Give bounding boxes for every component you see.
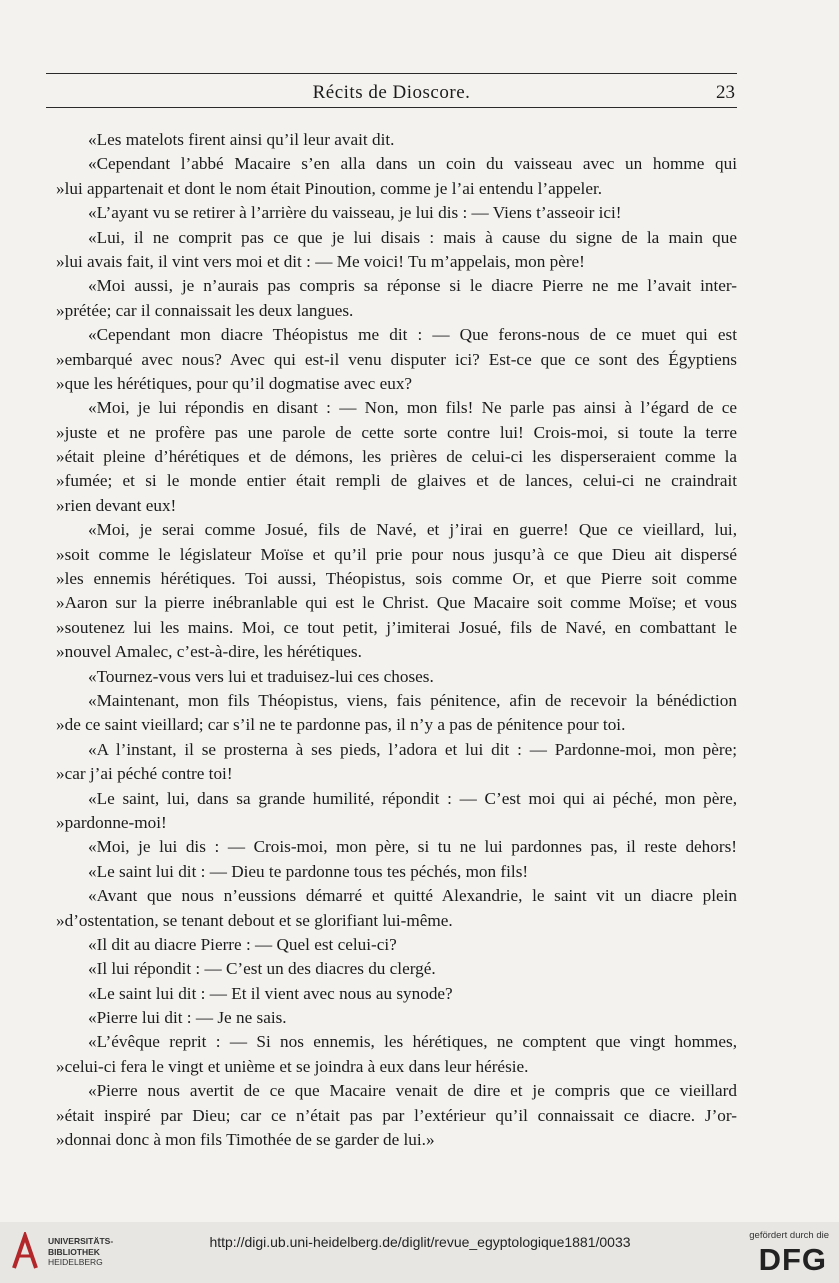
text-line: «Il lui répondit : — C’est un des diacres du clergé. <box>88 959 436 979</box>
page-number: 23 <box>716 82 735 103</box>
text-line: »était inspiré par Dieu; car ce n’était pas par l’extérieur qu’il connaissait ce diacre. J’or- <box>56 1105 737 1125</box>
text-line: »nouvel Amalec, c’est-à-dire, les hérétiques. <box>56 642 362 662</box>
text-line: «Lui, il ne comprit pas ce que je lui disais : mais à cause du signe de la main que <box>88 227 737 247</box>
text-line: »celui-ci fera le vingt et unième et se joindra à eux dans leur hérésie. <box>56 1056 529 1076</box>
text-line: »lui appartenait et dont le nom était Pinoution, comme je l’ai entendu l’appeler. <box>56 178 603 198</box>
text-line: «Maintenant, mon fils Théopistus, viens, fais pénitence, afin de recevoir la bénédiction <box>88 690 737 710</box>
text-line: «Cependant mon diacre Théopistus me dit : — Que ferons-nous de ce muet qui est <box>88 325 737 345</box>
text-line: »donnai donc à mon fils Timothée de se garder de lui.» <box>56 1130 435 1150</box>
text-line: »était pleine d’hérétiques et de démons, les prières de celui-ci les disperseraient comme la <box>56 447 737 467</box>
text-line: «Cependant l’abbé Macaire s’en alla dans un coin du vaisseau avec un homme qui <box>88 154 737 174</box>
text-line: «Moi, je serai comme Josué, fils de Navé, et j’irai en guerre! Que ce vieillard, lui, <box>88 520 737 540</box>
header-rule-top <box>46 73 737 74</box>
dfg-logo[interactable]: DFG <box>758 1242 827 1277</box>
text-line: «L’évêque reprit : — Si nos ennemis, les hérétiques, ne comptent que vingt hommes, <box>88 1032 737 1052</box>
text-line: »juste et ne profère pas une parole de cette sorte contre lui! Crois-moi, si toute la terre <box>56 422 737 442</box>
funding-note: gefördert durch die <box>749 1230 829 1241</box>
running-title: Récits de Dioscore. <box>312 82 471 103</box>
text-line: «Pierre lui dit : — Je ne sais. <box>88 1008 287 1028</box>
text-line: «Le saint lui dit : — Dieu te pardonne tous tes péchés, mon fils! <box>88 861 529 881</box>
text-line: »que les hérétiques, pour qu’il dogmatise avec eux? <box>56 373 413 393</box>
text-line: «Tournez-vous vers lui et traduisez-lui ces choses. <box>88 666 434 686</box>
text-line: «Le saint, lui, dans sa grande humilité, répondit : — C’est moi qui ai péché, mon père, <box>88 788 737 808</box>
text-line: «L’ayant vu se retirer à l’arrière du vaisseau, je lui dis : — Viens t’asseoir ici! <box>88 203 622 223</box>
library-crest-icon <box>10 1232 40 1272</box>
text-line: »de ce saint vieillard; car s’il ne te pardonne pas, il n’y a pas de pénitence pour toi. <box>56 715 626 735</box>
text-line: «Pierre nous avertit de ce que Macaire venait de dire et je compris que ce vieillard <box>88 1081 737 1101</box>
text-line: »pardonne-moi! <box>56 812 167 832</box>
body-text <box>46 128 737 1152</box>
permalink-url[interactable]: http://digi.ub.uni-heidelberg.de/diglit/revue_egyptologique1881/0033 <box>209 1234 631 1250</box>
text-line: «Avant que nous n’eussions démarré et quitté Alexandrie, le saint vit un diacre plein <box>88 886 737 906</box>
library-city: HEIDELBERG <box>48 1257 103 1267</box>
text-line: «A l’instant, il se prosterna à ses pieds, l’adora et lui dit : — Pardonne-moi, mon père; <box>88 739 737 759</box>
text-line: «Moi aussi, je n’aurais pas compris sa réponse si le diacre Pierre ne me l’avait inter- <box>88 276 737 296</box>
text-line: »prétée; car il connaissait les deux langues. <box>56 300 354 320</box>
text-line: »Aaron sur la pierre inébranlable qui est le Christ. Que Macaire soit comme Moïse; et vous <box>56 593 737 613</box>
text-line: »rien devant eux! <box>56 495 177 515</box>
running-head <box>46 80 737 106</box>
header-rule-bottom <box>46 107 737 108</box>
text-line: »soutenez lui les mains. Moi, ce tout petit, j’imiterai Josué, fils de Navé, en combattant le <box>56 617 737 637</box>
text-line: »les ennemis hérétiques. Toi aussi, Théopistus, sois comme Or, et que Pierre soit comme <box>56 569 737 589</box>
library-name-line2: BIBLIOTHEK <box>48 1246 100 1257</box>
text-line: »fumée; et si le monde entier était rempli de glaives et de lances, celui-ci ne craindrait <box>56 471 737 491</box>
text-line: «Les matelots firent ainsi qu’il leur avait dit. <box>88 130 395 149</box>
library-logo[interactable] <box>10 1232 170 1272</box>
text-line: »d’ostentation, se tenant debout et se glorifiant lui-même. <box>56 910 453 930</box>
text-line: »car j’ai péché contre toi! <box>56 764 233 784</box>
text-line: »soit comme le législateur Moïse et qu’il prie pour nous jusqu’à ce que Dieu ait dispersé <box>56 544 737 564</box>
text-line: «Il dit au diacre Pierre : — Quel est celui-ci? <box>88 934 397 954</box>
text-line: »embarqué avec nous? Avec qui est-il venu disputer ici? Est-ce que ce sont des Égyptiens <box>56 349 737 369</box>
text-line: »lui avais fait, il vint vers moi et dit : — Me voici! Tu m’appelais, mon père! <box>56 251 585 271</box>
text-line: «Moi, je lui dis : — Crois-moi, mon père, si tu ne lui pardonnes pas, il reste dehors! <box>88 837 737 857</box>
text-line: «Moi, je lui répondis en disant : — Non, mon fils! Ne parle pas ainsi à l’égard de ce <box>88 398 737 418</box>
text-line: «Le saint lui dit : — Et il vient avec nous au synode? <box>88 983 453 1003</box>
library-name-line1: UNIVERSITÄTS- <box>48 1236 114 1246</box>
